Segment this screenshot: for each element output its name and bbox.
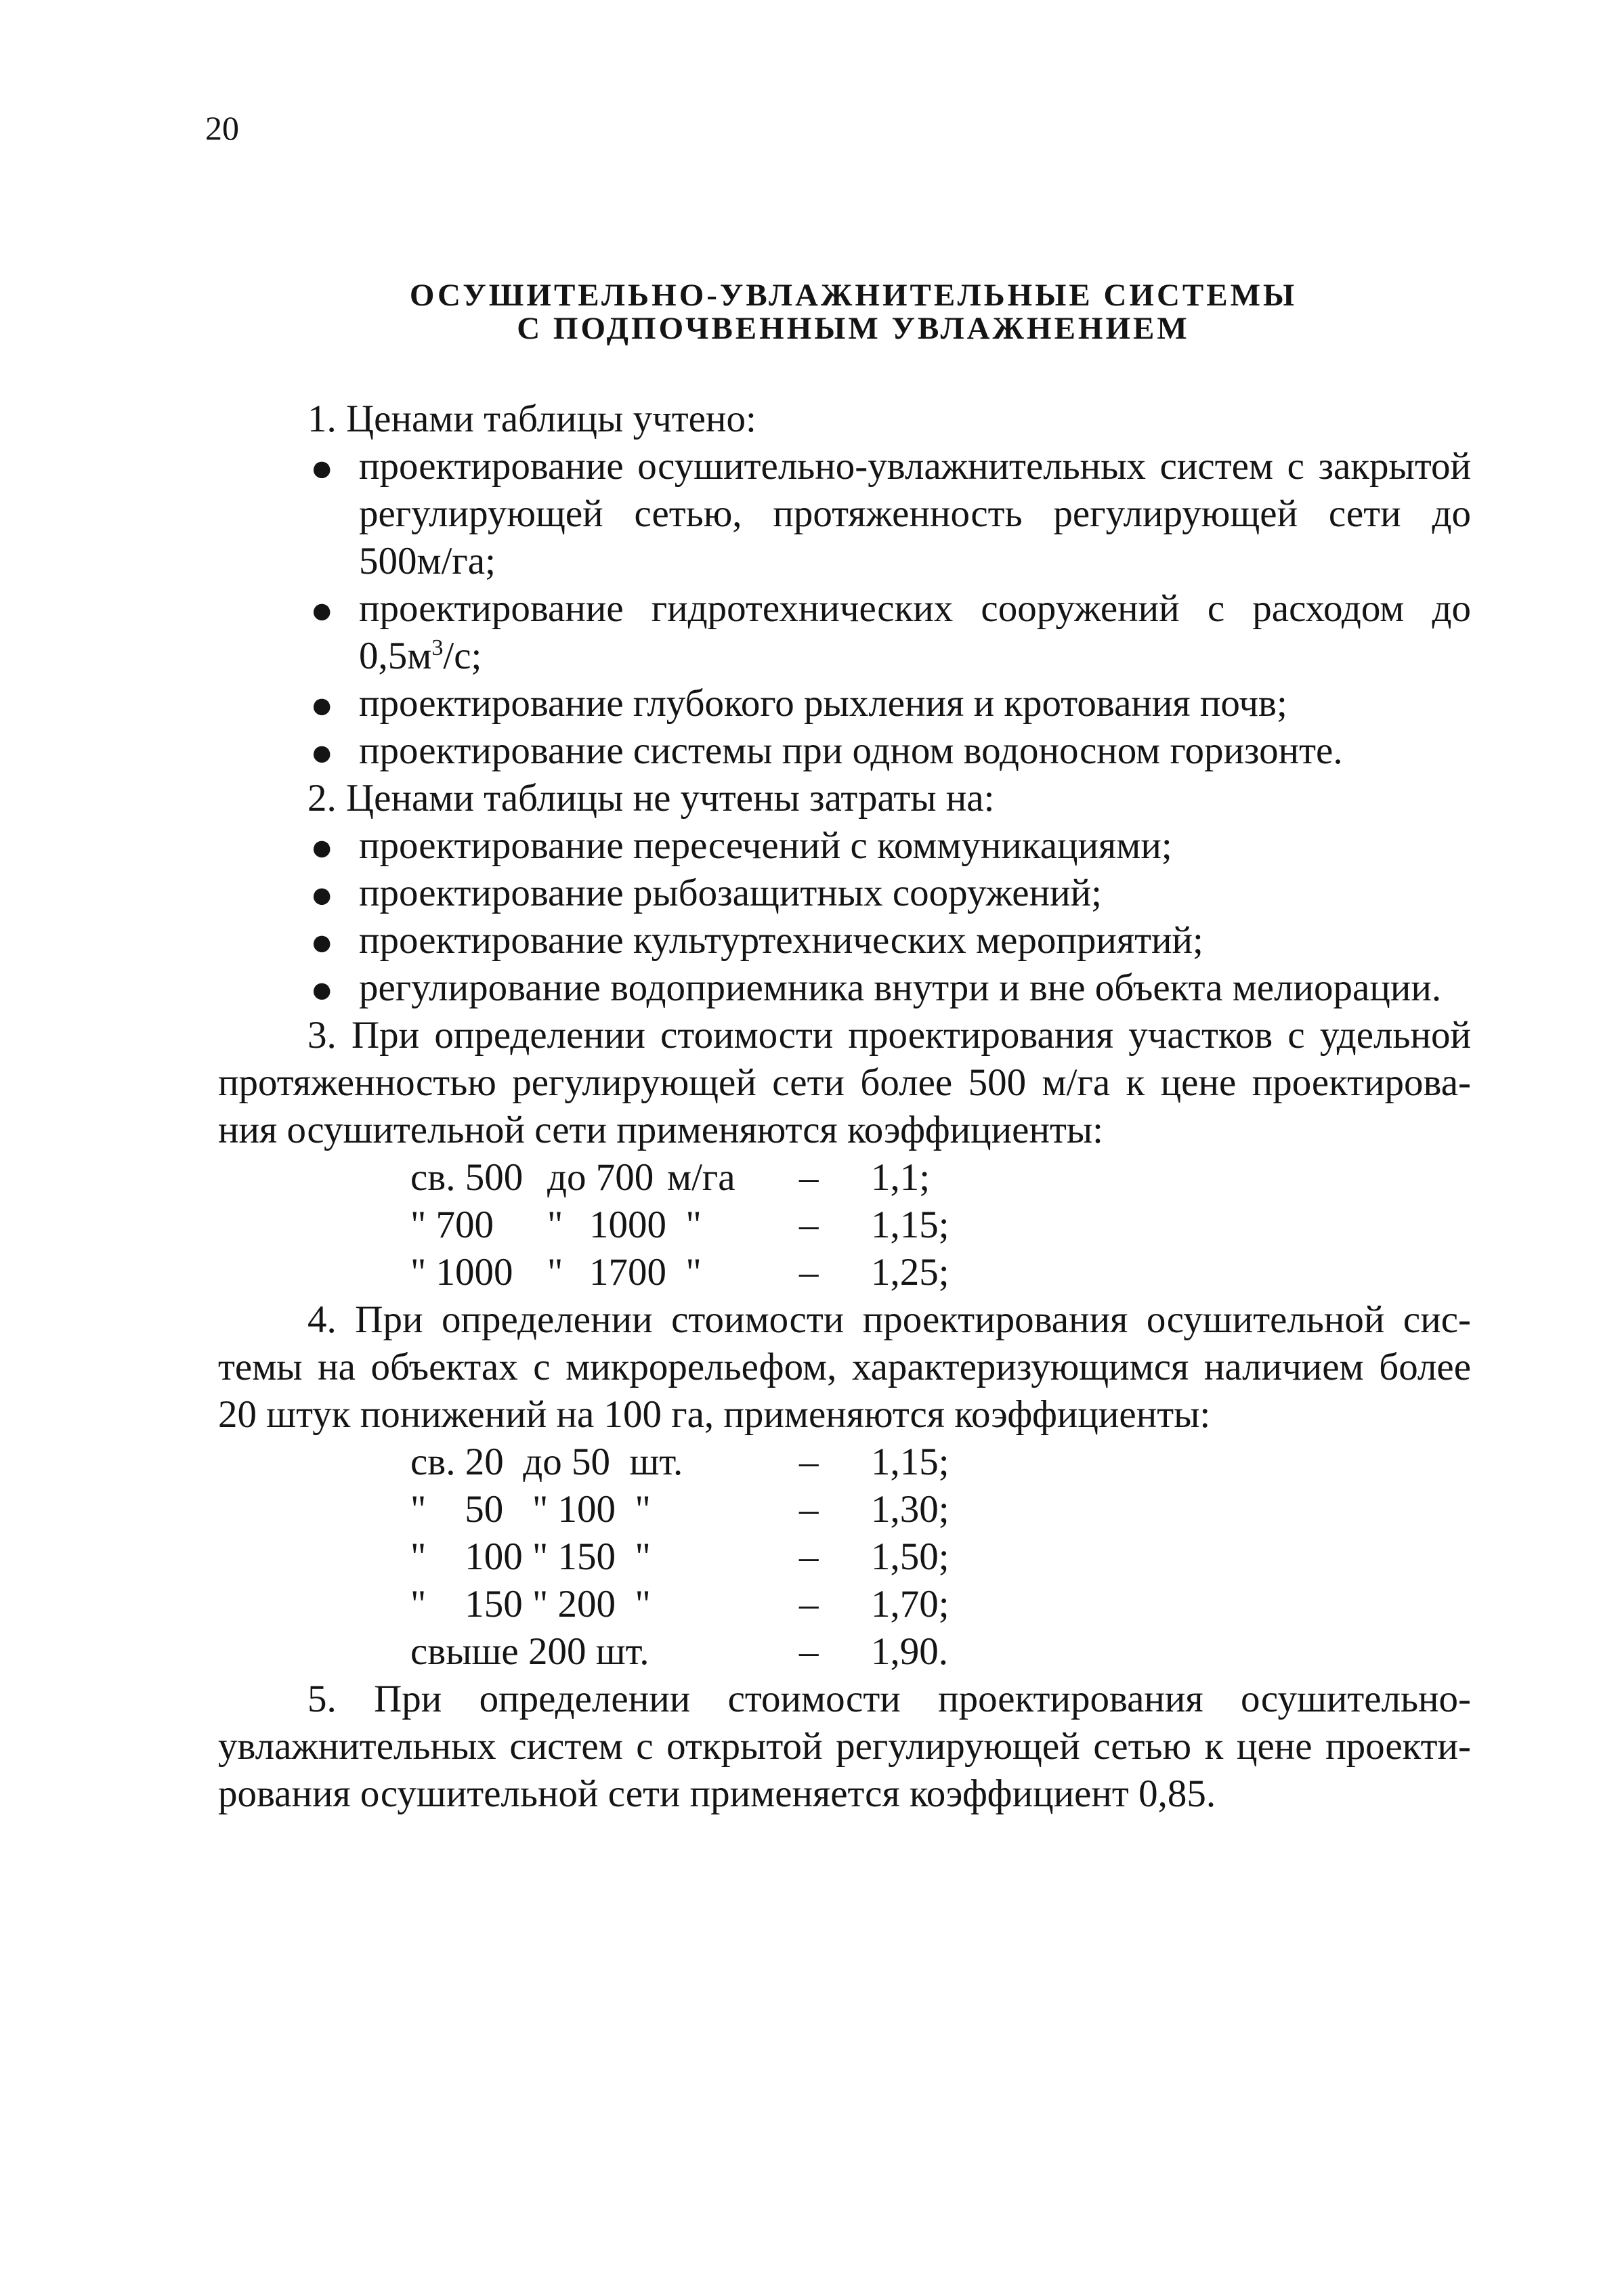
row-range: " 150 " 200 " [410, 1583, 651, 1625]
section5-line2: увлажнительных систем с открытой регулирующей сетью к цене проекти- [218, 1725, 1471, 1768]
row-to: до 700 [547, 1156, 654, 1199]
bullet-icon: ● [310, 731, 334, 774]
row-range: " 100 " 150 " [410, 1535, 651, 1578]
section1-bullet2-line1: проектирование гидротехнических сооружений с расходом до [359, 587, 1471, 630]
row-value: 1,1; [871, 1156, 931, 1199]
section1-bullet2-formula [359, 637, 482, 675]
row-range: свыше 200 шт. [410, 1630, 649, 1673]
row-range: " 50 " 100 " [410, 1488, 651, 1531]
section1-heading: 1. Ценами таблицы учтено: [307, 398, 756, 440]
bullet-icon: ● [310, 447, 334, 490]
row-dash: – [799, 1441, 819, 1483]
bullet-icon: ● [310, 589, 334, 632]
row-dash: – [799, 1535, 819, 1578]
row-dash: – [799, 1156, 819, 1199]
formula-superscript: 3 [431, 635, 444, 660]
row-unit: 1000 " [589, 1204, 702, 1246]
bullet-icon: ● [310, 921, 334, 964]
row-range: св. 20 до 50 шт. [410, 1441, 683, 1483]
bullet-icon: ● [310, 684, 334, 727]
row-from: св. 500 [410, 1156, 524, 1199]
section4-line1: 4. При определении стоимости проектирования осушительной сис- [307, 1298, 1471, 1341]
row-from: " 1000 [410, 1251, 513, 1294]
row-unit: 1700 " [589, 1251, 702, 1294]
row-value: 1,15; [871, 1204, 949, 1246]
bullet-icon: ● [310, 969, 334, 1011]
bullet-icon: ● [310, 826, 334, 869]
row-dash: – [799, 1488, 819, 1531]
section2-bullet1: проектирование пересечений с коммуникациями; [359, 824, 1172, 867]
row-dash: – [799, 1583, 819, 1625]
section1-bullet4: проектирование системы при одном водоносном горизонте. [359, 729, 1343, 772]
row-value: 1,25; [871, 1251, 949, 1294]
section3-line1: 3. При определении стоимости проектирования участков с удельной [307, 1014, 1471, 1057]
section5-line3: рования осушительной сети применяется коэффициент 0,85. [218, 1772, 1216, 1815]
row-unit: м/га [667, 1156, 735, 1199]
section2-bullet4: регулирование водоприемника внутри и вне объекта мелиорации. [359, 966, 1442, 1009]
section5-line1: 5. При определении стоимости проектирования осушительно- [307, 1678, 1471, 1720]
page-number: 20 [205, 109, 239, 147]
section4-line2: темы на объектах с микрорельефом, характеризующимся наличием более [218, 1346, 1471, 1388]
section2-bullet3: проектирование культуртехнических мероприятий; [359, 919, 1203, 962]
row-value: 1,70; [871, 1583, 949, 1625]
section4-line3: 20 штук понижений на 100 га, применяются коэффициенты: [218, 1393, 1211, 1436]
section3-line2: протяженностью регулирующей сети более 500 м/га к цене проектирова- [218, 1061, 1471, 1104]
row-value: 1,50; [871, 1535, 949, 1578]
row-to: " [547, 1204, 563, 1246]
section2-heading: 2. Ценами таблицы не учтены затраты на: [307, 777, 995, 820]
row-value: 1,30; [871, 1488, 949, 1531]
row-value: 1,90. [871, 1630, 948, 1673]
formula-suffix: /с; [443, 635, 482, 677]
section1-bullet1-line3: 500м/га; [359, 540, 496, 582]
page-title-line-1: ОСУШИТЕЛЬНО-УВЛАЖНИТЕЛЬНЫЕ СИСТЕМЫ [409, 278, 1298, 313]
section2-bullet2: проектирование рыбозащитных сооружений; [359, 872, 1102, 914]
row-from: " 700 [410, 1204, 494, 1246]
section1-bullet1-line2: регулирующей сетью, протяженность регулирующей сети до [359, 492, 1471, 535]
section1-bullet1-line1: проектирование осушительно-увлажнительных систем с закрытой [359, 445, 1471, 488]
section1-bullet3: проектирование глубокого рыхления и кротования почв; [359, 682, 1287, 725]
formula-prefix: 0,5м [359, 635, 432, 677]
row-dash: – [799, 1204, 819, 1246]
row-value: 1,15; [871, 1441, 949, 1483]
bullet-icon: ● [310, 874, 334, 916]
section3-line3: ния осушительной сети применяются коэффициенты: [218, 1109, 1104, 1151]
row-dash: – [799, 1251, 819, 1294]
row-to: " [547, 1251, 563, 1294]
page-title-line-2: С ПОДПОЧВЕННЫМ УВЛАЖНЕНИЕМ [517, 311, 1190, 346]
row-dash: – [799, 1630, 819, 1673]
